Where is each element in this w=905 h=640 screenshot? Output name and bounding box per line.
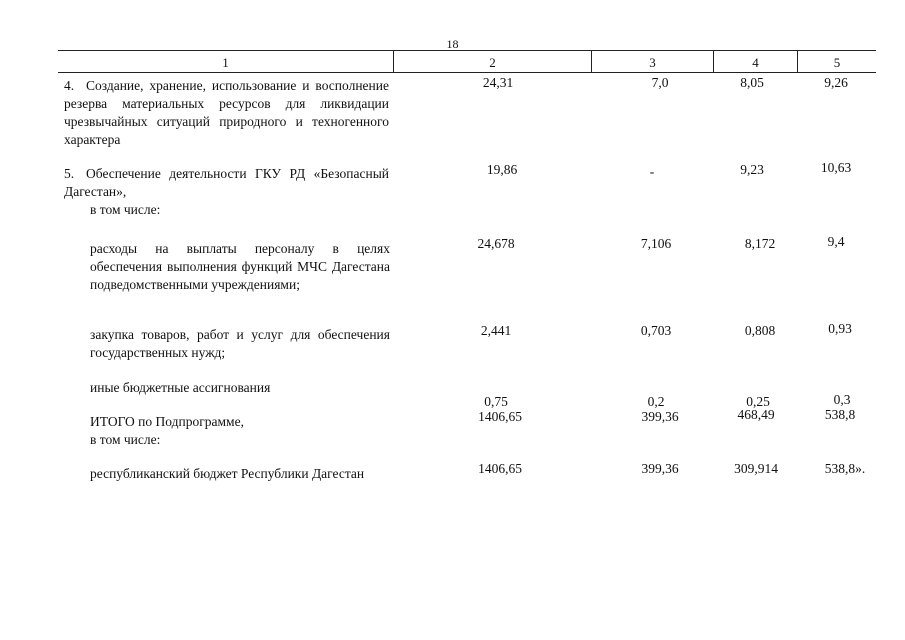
header-col-3: 3	[592, 51, 714, 72]
table-cell: 1406,65	[478, 461, 522, 476]
table-cell: 538,8	[824, 407, 856, 422]
row-number: 5.	[64, 166, 75, 181]
table-cell: 0,703	[640, 323, 672, 338]
table-cell: 468,49	[737, 407, 775, 422]
page-number: 18	[446, 37, 459, 51]
header-col-1: 1	[58, 51, 394, 72]
table-cell: 309,914	[734, 461, 778, 476]
table-cell: 8,05	[740, 75, 764, 90]
table-cell: 9,26	[824, 75, 848, 90]
table-cell: 9,4	[827, 234, 845, 249]
table-cell: 8,172	[744, 236, 776, 251]
table-cell: 0,93	[828, 321, 852, 336]
table-cell: 7,0	[651, 75, 669, 90]
table-cell: 2,441	[480, 323, 512, 338]
table-cell: 0,808	[744, 323, 776, 338]
table-cell: 0,3	[833, 392, 851, 407]
table-cell: 24,678	[477, 236, 515, 251]
row-text: Создание, хранение, использование и восполнение резерва материальных ресурсов для ликвидации чрезвычайных ситуаций природного и техногенного характера	[64, 78, 389, 147]
table-cell: 538,8».	[824, 461, 866, 476]
table-row-label: закупка товаров, работ и услуг для обеспечения государственных нужд;	[90, 327, 390, 360]
table-cell: 7,106	[640, 236, 672, 251]
row-text: Обеспечение деятельности ГКУ РД «Безопасный Дагестан»,	[64, 166, 389, 199]
header-col-2: 2	[394, 51, 592, 72]
table-row-label	[64, 77, 389, 149]
table-cell: 399,36	[641, 409, 679, 424]
table-row-label	[64, 165, 389, 201]
table-cell: 0,75	[484, 394, 508, 409]
header-col-4: 4	[714, 51, 798, 72]
table-cell: -	[649, 164, 655, 179]
header-col-5: 5	[833, 55, 841, 70]
table-cell: 0,25	[746, 394, 770, 409]
row-subtext: в том числе:	[90, 202, 161, 217]
table-row-label: расходы на выплаты персоналу в целях обеспечения выполнения функций МЧС Дагестана подведомственными учреждениями;	[90, 241, 390, 292]
row-subtext: в том числе:	[90, 432, 161, 447]
table-cell: 9,23	[740, 162, 764, 177]
table-cell: 19,86	[486, 162, 518, 177]
table-cell: 0,2	[647, 394, 665, 409]
table-row-label: ИТОГО по Подпрограмме,	[90, 414, 244, 429]
table-cell: 399,36	[641, 461, 679, 476]
row-number: 4.	[64, 78, 75, 93]
table-row-label: иные бюджетные ассигнования	[90, 380, 271, 395]
table-header	[58, 50, 876, 73]
table-row-label: республиканский бюджет Республики Дагестан	[90, 466, 365, 481]
table-cell: 10,63	[820, 160, 852, 175]
table-cell: 24,31	[482, 75, 514, 90]
table-cell: 1406,65	[478, 409, 522, 424]
